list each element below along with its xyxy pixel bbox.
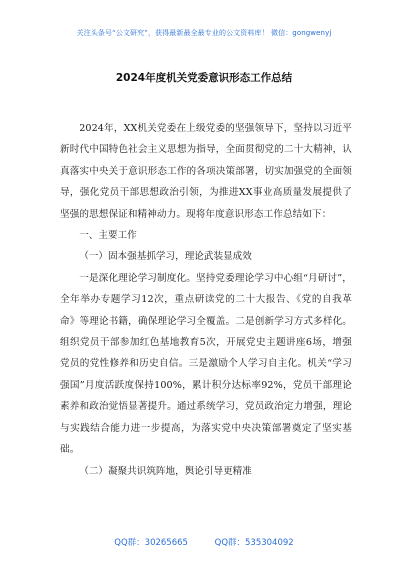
section-heading-1: 一、主要工作 [79,230,137,242]
document-body [60,118,352,482]
document-title: 2024年度机关党委意识形态工作总结 [115,72,293,84]
subsection-heading-1: （一）固本强基抓学习，理论武装显成效 [79,251,252,263]
footer-qq-group-1: QQ群：30265665 [114,538,188,548]
body-paragraph-1: 一是深化理论学习制度化。坚持党委理论学习中心组“月研讨”，全年举办专题学习12次，重点研读党的二十大报告、《党的自我革命》等理论书籍，确保理论学习全覆盖。二是创新学习方式多样化。组织党员干部参加红色基地教育5次，开展党史主题讲座6场，增强党员的党性修养和历史自信。三是激励个人学习自主化。机关“学习强国”月度活跃度保持100%，累计积分达标率92%，党员干部理论素养和政治觉悟显著提升。通过系统学习，党员政治定力增强，理论与实践结合能力进一步提高，为落实党中央决策部署奠定了坚实基础。 [60,272,352,456]
footer-qq-groups [0,536,408,548]
footer-qq-group-2: QQ群：535304092 [214,538,294,548]
intro-paragraph: 2024年，XX机关党委在上级党委的坚强领导下，坚持以习近平新时代中国特色社会主义思想为指导，全面贯彻党的二十大精神，认真落实中央关于意识形态工作的各项决策部署，切实加强党的全面领导，强化党员干部思想政治引领，为推进XX事业高质量发展提供了坚强的思想保证和精神动力。现将年度意识形态工作总结如下： [60,123,352,220]
subsection-heading-2: （二）凝聚共识筑阵地，舆论引导更精准 [79,465,252,477]
header-banner: 关注头条号“公文研究”，获得最新最全最专业的公文资料库！ 微信：gongwenyj [76,29,332,37]
